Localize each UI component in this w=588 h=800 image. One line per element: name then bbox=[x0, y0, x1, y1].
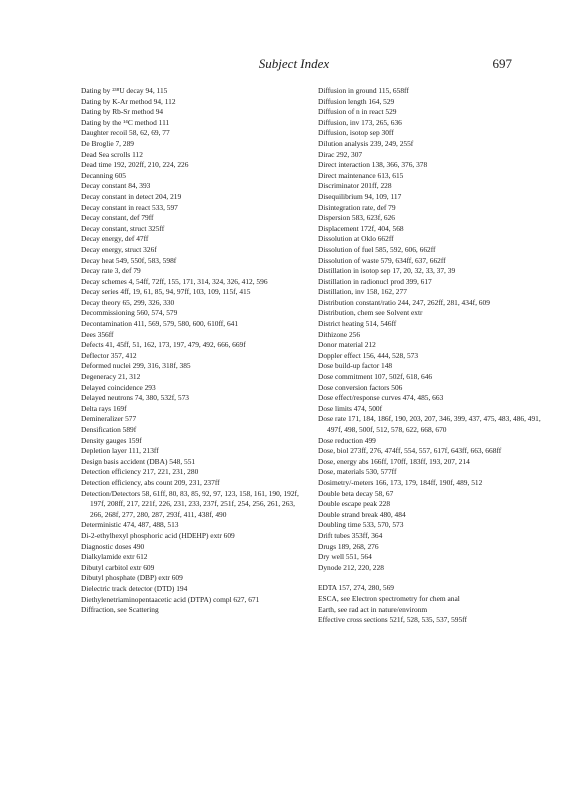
index-entry: Decommissioning 560, 574, 579 bbox=[81, 308, 178, 318]
index-entry: Distribution, chem see Solvent extr bbox=[318, 308, 423, 318]
index-entry: Direct maintenance 613, 615 bbox=[318, 170, 404, 180]
index-entry: Dose, biol 273ff, 276, 474ff, 554, 557, 617f, 643ff, 663, 668ff bbox=[318, 446, 502, 456]
index-entry: Demineralizer 577 bbox=[81, 414, 137, 424]
index-entry: Donor material 212 bbox=[318, 340, 376, 350]
index-entry: Dead Sea scrolls 112 bbox=[81, 149, 143, 159]
index-entry: Decay series 4ff, 19, 61, 85, 94, 97ff, 103, 109, 115f, 415 bbox=[81, 287, 251, 297]
index-entry: Dialkylamide extr 612 bbox=[81, 552, 148, 562]
index-entry: Delayed coincidence 293 bbox=[81, 382, 156, 392]
index-entry: Distillation in isotop sep 17, 20, 32, 33, 37, 39 bbox=[318, 266, 456, 276]
index-entry: Deformed nuclei 299, 316, 318f, 385 bbox=[81, 361, 191, 371]
index-entry: Decay constant, struct 325ff bbox=[81, 223, 165, 233]
index-entry: Dose, energy abs 166ff, 170ff, 183ff, 193, 207, 214 bbox=[318, 456, 470, 466]
index-entry: Dielectric track detector (DTD) 194 bbox=[81, 583, 188, 593]
index-entry: ESCA, see Electron spectrometry for chem anal bbox=[318, 593, 460, 603]
index-entry: Defects 41, 45ff, 51, 162, 173, 197, 479, 492, 666, 669f bbox=[81, 340, 246, 350]
index-entry: Dissolution of waste 579, 634ff, 637, 662ff bbox=[318, 255, 446, 265]
index-entry: Delta rays 169f bbox=[81, 403, 127, 413]
index-entry: Distillation in radionucl prod 399, 617 bbox=[318, 276, 432, 286]
index-entry: Density gauges 159f bbox=[81, 435, 142, 445]
index-entry: Decay energy, struct 326f bbox=[81, 244, 157, 254]
index-entry: EDTA 157, 274, 280, 569 bbox=[318, 583, 394, 593]
index-entry: Dissolution of fuel 585, 592, 606, 662ff bbox=[318, 244, 436, 254]
index-entry: Detection efficiency 217, 221, 231, 280 bbox=[81, 467, 199, 477]
index-entry: Detection/Detectors 58, 61ff, 80, 83, 85, 92, 97, 123, 158, 161, 190, 192f, 197f, 208ff, 217, 221f, 226, 231, 233, 237f, 251f, 254, 256, 261, 263, 266, 268f, 277, 280, 287, 293f, 411, 438f, 490 bbox=[81, 488, 299, 519]
index-entry: Diagnostic doses 490 bbox=[81, 541, 145, 551]
index-entry: Dose effect/response curves 474, 485, 663 bbox=[318, 393, 444, 403]
index-entry: Dispersion 583, 623f, 626 bbox=[318, 213, 395, 223]
index-entry: Distribution constant/ratio 244, 247, 262ff, 281, 434f, 609 bbox=[318, 297, 490, 307]
index-entry: Dibutyl phosphate (DBP) extr 609 bbox=[81, 573, 183, 583]
index-entry: Dithizone 256 bbox=[318, 329, 361, 339]
index-entry: Dissolution at Oklo 662ff bbox=[318, 234, 394, 244]
index-entry: Doppler effect 156, 444, 528, 573 bbox=[318, 350, 419, 360]
index-entry: Direct interaction 138, 366, 376, 378 bbox=[318, 160, 428, 170]
page-number: 697 bbox=[492, 56, 512, 71]
index-entry: Deterministic 474, 487, 488, 513 bbox=[81, 520, 179, 530]
index-entry: Doubling time 533, 570, 573 bbox=[318, 520, 404, 530]
index-entry: Displacement 172f, 404, 568 bbox=[318, 223, 404, 233]
index-entry: Dose limits 474, 500f bbox=[318, 403, 383, 413]
index-entry: Densification 589f bbox=[81, 425, 137, 434]
section-gap bbox=[318, 573, 542, 583]
index-entry: Decay constant in detect 204, 219 bbox=[81, 191, 182, 201]
index-entry: Decay rate 3, def 79 bbox=[81, 266, 141, 276]
index-entry: Drift tubes 353ff, 364 bbox=[318, 530, 383, 540]
index-entry: Diffusion length 164, 529 bbox=[318, 96, 395, 106]
index-entry: Disequilibrium 94, 109, 117 bbox=[318, 191, 402, 201]
index-entry: Diffraction, see Scattering bbox=[81, 605, 159, 615]
index-entry: Decay schemes 4, 54ff, 72ff, 155, 171, 314, 324, 326, 412, 596 bbox=[81, 276, 268, 286]
index-entry: Dry well 551, 564 bbox=[318, 552, 372, 562]
index-entry: Decanning 605 bbox=[81, 170, 126, 180]
index-entry: Distillation, inv 158, 162, 277 bbox=[318, 287, 407, 297]
index-entry: Dilution analysis 239, 249, 255f bbox=[318, 138, 414, 148]
index-entry: Discriminator 201ff, 228 bbox=[318, 181, 392, 191]
index-entry: Dose conversion factors 506 bbox=[318, 382, 403, 392]
index-entry: Daughter recoil 58, 62, 69, 77 bbox=[81, 128, 170, 138]
index-entry: Effective cross sections 521f, 528, 535, 537, 595ff bbox=[318, 615, 467, 625]
index-entry: Dating by Rb-Sr method 94 bbox=[81, 107, 164, 117]
index-entry: Di-2-ethylhexyl phosphoric acid (HDEHP) extr 609 bbox=[81, 530, 235, 540]
page-header bbox=[0, 56, 588, 74]
index-entry: Deflector 357, 412 bbox=[81, 350, 137, 360]
index-entry: Drugs 189, 268, 276 bbox=[318, 541, 379, 551]
index-entry: Decontamination 411, 569, 579, 580, 600, 610ff, 641 bbox=[81, 319, 239, 329]
index-entry: Dirac 292, 307 bbox=[318, 149, 363, 159]
index-entry: Decay constant in react 533, 597 bbox=[81, 202, 178, 212]
index-entry: Earth, see rad act in nature/environm bbox=[318, 604, 428, 614]
index-column-right bbox=[318, 86, 542, 626]
index-entry: Diffusion in ground 115, 658ff bbox=[318, 86, 409, 95]
index-entry: Dose build-up factor 148 bbox=[318, 361, 393, 371]
index-entry: Disintegration rate, def 79 bbox=[318, 202, 396, 212]
index-entry: Diethylenetriaminopentaacetic acid (DTPA) compl 627, 671 bbox=[81, 594, 260, 604]
index-column-left bbox=[81, 86, 305, 616]
index-entry: Dating by K-Ar method 94, 112 bbox=[81, 96, 176, 106]
index-entry: Dose, materials 530, 577ff bbox=[318, 467, 397, 477]
index-entry: Dosimetry/-meters 166, 173, 179, 184ff, 190f, 489, 512 bbox=[318, 477, 483, 487]
index-entry: Degeneracy 21, 312 bbox=[81, 372, 141, 382]
index-entry: Dead time 192, 202ff, 210, 224, 226 bbox=[81, 160, 189, 170]
index-entry: Double strand break 480, 484 bbox=[318, 509, 406, 519]
index-entry: Dose commitment 107, 502f, 618, 646 bbox=[318, 372, 433, 382]
index-entry: Dibutyl carbitol extr 609 bbox=[81, 562, 155, 572]
index-entry: Dating by ²³⁸U decay 94, 115 bbox=[81, 86, 168, 95]
index-entry: Decay constant, def 79ff bbox=[81, 213, 154, 223]
index-entry: Decay heat 549, 550f, 583, 598f bbox=[81, 255, 177, 265]
index-entry: Delayed neutrons 74, 380, 532f, 573 bbox=[81, 393, 189, 403]
index-entry: Decay constant 84, 393 bbox=[81, 181, 151, 191]
index-entry: Dees 356ff bbox=[81, 329, 114, 339]
index-entry: Decay energy, def 47ff bbox=[81, 234, 149, 244]
index-entry: De Broglie 7, 289 bbox=[81, 138, 134, 148]
index-entry: Double escape peak 228 bbox=[318, 499, 391, 509]
index-entry: Diffusion of n in react 529 bbox=[318, 107, 397, 117]
index-entry: Depletion layer 111, 213ff bbox=[81, 446, 159, 456]
index-entry: Double beta decay 58, 67 bbox=[318, 488, 394, 498]
index-entry: Design basis accident (DBA) 548, 551 bbox=[81, 456, 196, 466]
index-entry: Diffusion, inv 173, 265, 636 bbox=[318, 117, 402, 127]
index-entry: Diffusion, isotop sep 30ff bbox=[318, 128, 394, 138]
index-entry: Dynode 212, 220, 228 bbox=[318, 562, 384, 572]
page-title: Subject Index bbox=[258, 56, 330, 71]
index-entry: Detection efficiency, abs count 209, 231, 237ff bbox=[81, 477, 220, 487]
index-entry: Dose rate 171, 184, 186f, 190, 203, 207, 346, 399, 437, 475, 483, 486, 491, 497f, 498, 500f, 512, 578, 622, 668, 670 bbox=[318, 414, 541, 434]
index-entry: Dose reduction 499 bbox=[318, 435, 376, 445]
index-entry: Decay theory 65, 299, 326, 330 bbox=[81, 297, 175, 307]
index-entry: Dating by the ¹⁴C method 111 bbox=[81, 117, 170, 127]
index-entry: District heating 514, 546ff bbox=[318, 319, 397, 329]
